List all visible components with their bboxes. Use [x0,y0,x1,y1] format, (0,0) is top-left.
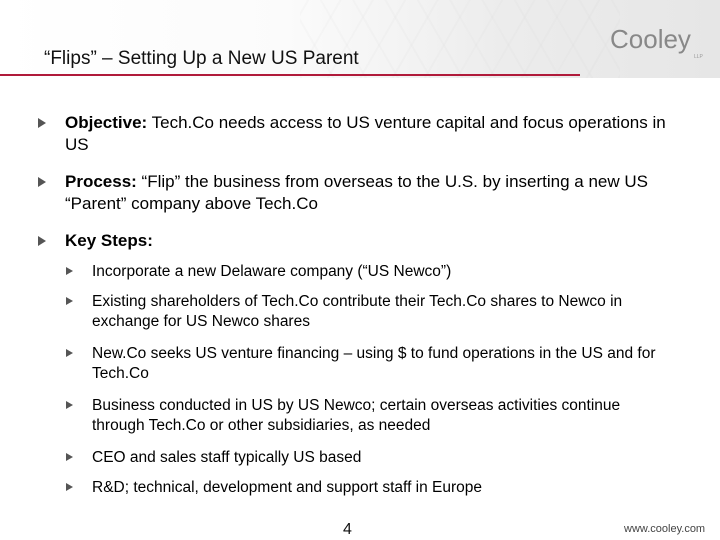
bullet-label: Key Steps: [65,231,153,250]
sub-bullet [66,396,676,436]
sub-bullet-text: R&D; technical, development and support staff in Europe [92,479,483,496]
bullet-arrow-icon [38,118,46,128]
sub-bullet-arrow-icon [66,297,73,305]
logo-suffix: LLP [694,54,703,60]
sub-bullet [66,262,676,282]
slide-title: “Flips” – Setting Up a New US Parent [44,48,359,69]
bullet-text: Tech.Co needs access to US venture capital and focus operations in US [65,113,666,154]
bullet-key-steps [38,230,678,252]
sub-bullet-arrow-icon [66,349,73,357]
website-link[interactable]: www.cooley.com [624,523,706,535]
logo-text: Cooley [610,24,691,54]
sub-bullet-text: New.Co seeks US venture financing – using $ to fund operations in the US and for Tech.Co [92,345,656,382]
sub-bullet-arrow-icon [66,453,73,461]
sub-bullet-text: Incorporate a new Delaware company (“US Newco”) [92,263,452,280]
sub-bullet-arrow-icon [66,401,73,409]
bullet-text: “Flip” the business from overseas to the U.S. by inserting a new US “Parent” company above Tech.Co [65,172,648,213]
page-number: 4 [343,521,352,538]
bullet-arrow-icon [38,236,46,246]
sub-bullet-text: Existing shareholders of Tech.Co contribute their Tech.Co shares to Newco in exchange for US Newco shares [92,293,623,330]
sub-bullet-arrow-icon [66,267,73,275]
sub-bullet [66,448,676,468]
sub-bullet [66,478,676,498]
sub-bullet-text: CEO and sales staff typically US based [92,449,362,466]
title-rule [0,74,580,76]
bullet-label: Process: [65,172,137,191]
cooley-logo [610,24,710,64]
bullet-process [38,171,678,215]
sub-bullet-text: Business conducted in US by US Newco; certain overseas activities continue through Tech.Co or other subsidiaries, as needed [92,397,621,434]
bullet-label: Objective: [65,113,148,132]
sub-bullet [66,292,676,332]
bullet-objective [38,112,678,156]
sub-bullet-arrow-icon [66,483,73,491]
bullet-arrow-icon [38,177,46,187]
sub-bullet [66,344,676,384]
